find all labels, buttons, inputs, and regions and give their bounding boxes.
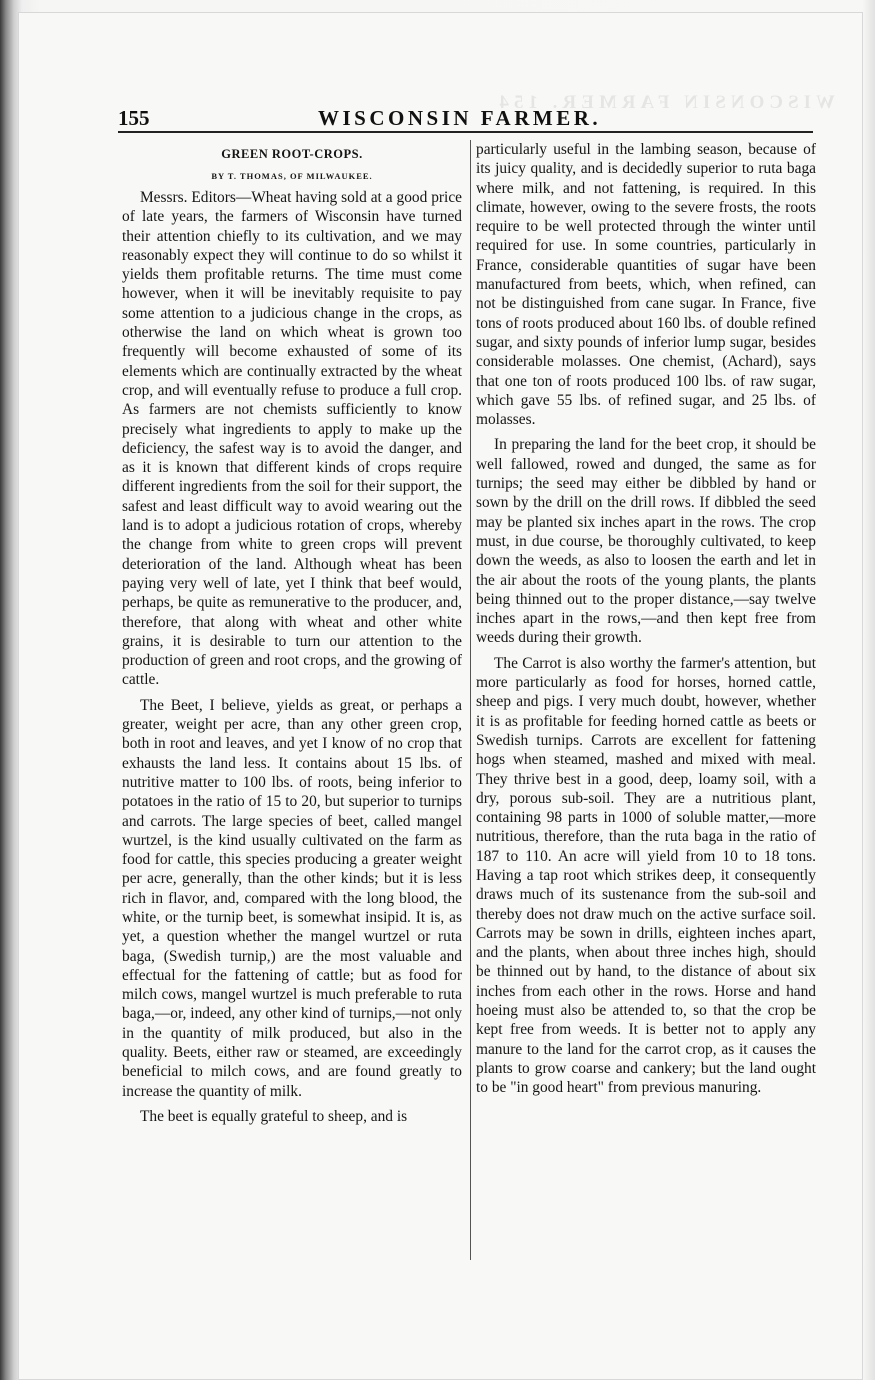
running-title: WISCONSIN FARMER. <box>318 106 602 130</box>
paragraph: In preparing the land for the beet crop, it should be well fallowed, rowed and dunged, the same as for turnips; the seed may either be dibbled by hand or sown by the drill on the drill rows. If dibbled the seed may be planted six inches apart in the rows. The crop must, in due course, be thoroughly cultivated, to keep down the weeds, as also to loosen the earth and let in the air about the roots of the young plants, the plants being thinned out to the proper distance,—say twelve inches apart in the rows,—and then kept free from weeds during their growth. <box>476 436 816 647</box>
paragraph: Messrs. Editors—Wheat having sold at a good price of late years, the farmers of Wisconsin have turned their attention chiefly to its cultivation, and we may reasonably expect they will continue to do so whilst it yields them profitable returns. The time must come however, when it will be inevitably requisite to pay some attention to a judicious change in the crops, as otherwise the land on which wheat is grown too frequently will become exhausted of some of its elements which are continually extracted by the wheat crop, and will eventually refuse to produce a full crop. As farmers are not chemists sufficiently to know precisely what ingredients to apply to make up the deficiency, the safest way is to avoid the danger, and as it is known that different kinds of crops require different ingredients from the soil for their support, the safest and least difficult way to avoid wearing out the land is to adopt a judicious rotation of crops, whereby the change from white to green crops will prevent deterioration of the land. Although wheat has been paying very well of late, yet I think that beef would, perhaps, be quite as remunerative to the producer, and, therefore, that along with wheat and other white grains, it is desirable to turn our attention to the production of green and root crops, and the growing of cattle. <box>122 189 462 689</box>
article-byline: BY T. THOMAS, OF MILWAUKEE. <box>211 171 373 181</box>
paragraph: particularly useful in the lambing season, because of its juicy quality, and is decidedly superior to ruta baga where milk, and not fattening, is required. In this climate, however, owing to the severe frosts, the roots require to be well protected through the winter until required for use. In some countries, particularly in France, considerable quantities of sugar have been manufactured from beets, which, when refined, can not be distinguished from cane sugar. In France, five tons of roots produced about 160 lbs. of double refined sugar, and sixty pounds of inferior lump sugar, besides considerable molasses. One chemist, (Achard), says that one ton of roots produced 100 lbs. of raw sugar, which gave 55 lbs. of refined sugar, and 25 lbs. of molasses. <box>476 141 816 429</box>
page-edge <box>863 0 875 1380</box>
paragraph: The Carrot is also worthy the farmer's attention, but more particularly as food for horses, horned cattle, sheep and pigs. I very much doubt, however, whether it is as profitable for feeding horned cattle as beets or Swedish turnips. Carrots are excellent for fattening hogs when steamed, mashed and mixed with meal. They thrive best in a good, deep, loamy soil, with a dry, porous sub-soil. They are a nutritious plant, containing 98 parts in 1000 of soluble matter,—more nutritious, therefore, than the ruta baga in the ratio of 187 to 110. An acre will yield from 10 to 18 tons. Having a tap root which strikes deep, it consequently draws much of its sustenance from the sub-soil and thereby does not draw much on the active surface soil. Carrots may be sown in drills, eighteen inches apart, and the plants, when about three inches high, should be thinned out by hand, to the distance of about six inches from each other in the rows. Horse and hand hoeing must also be attended to, so that the crop be kept free from weeds. It is better not to apply any manure to the land for the carrot crop, as it causes the plants to grow coarse and cankery; but the land ought to be "in good heart" from previous manuring. <box>476 654 816 1097</box>
header-rule <box>118 131 813 133</box>
left-column <box>122 140 462 1126</box>
page-number: 155 <box>118 106 150 130</box>
column-divider <box>470 140 471 1260</box>
page-header <box>118 104 813 134</box>
article-title: GREEN ROOT-CROPS. <box>221 147 363 161</box>
right-column <box>476 140 816 1098</box>
paragraph: The beet is equally grateful to sheep, and is <box>140 1107 408 1125</box>
paragraph: The Beet, I believe, yields as great, or perhaps a greater, weight per acre, than any other green crop, both in root and leaves, and yet I know of no crop that exhausts the land less. It contains about 15 lbs. of nutritive matter to 100 lbs. of roots, being inferior to potatoes in the ratio of 15 to 20, but superior to turnips and carrots. The large species of beet, called mangel wurtzel, is the kind usually cultivated on the farm as food for cattle, this species producing a greater weight per acre, generally, than the other kinds; but it is less rich in flavor, and, compared with the long blood, the white, or the turnip beet, is somewhat insipid. It is, as yet, a question whether the mangel wurtzel or ruta baga, (Swedish turnip,) are the most valuable and effectual for the fattening of cattle; but as food for milch cows, mangel wurtzel is much preferable to ruta baga,—or, indeed, any other kind of turnips,—not only in the quantity of milk produced, but also in the quality. Beets, either raw or steamed, are exceedingly beneficial to milch cows, and are found greatly to increase the quantity of milk. <box>122 696 462 1100</box>
bleed-through-text: WISCONSIN FARMER. 154 <box>494 92 835 113</box>
